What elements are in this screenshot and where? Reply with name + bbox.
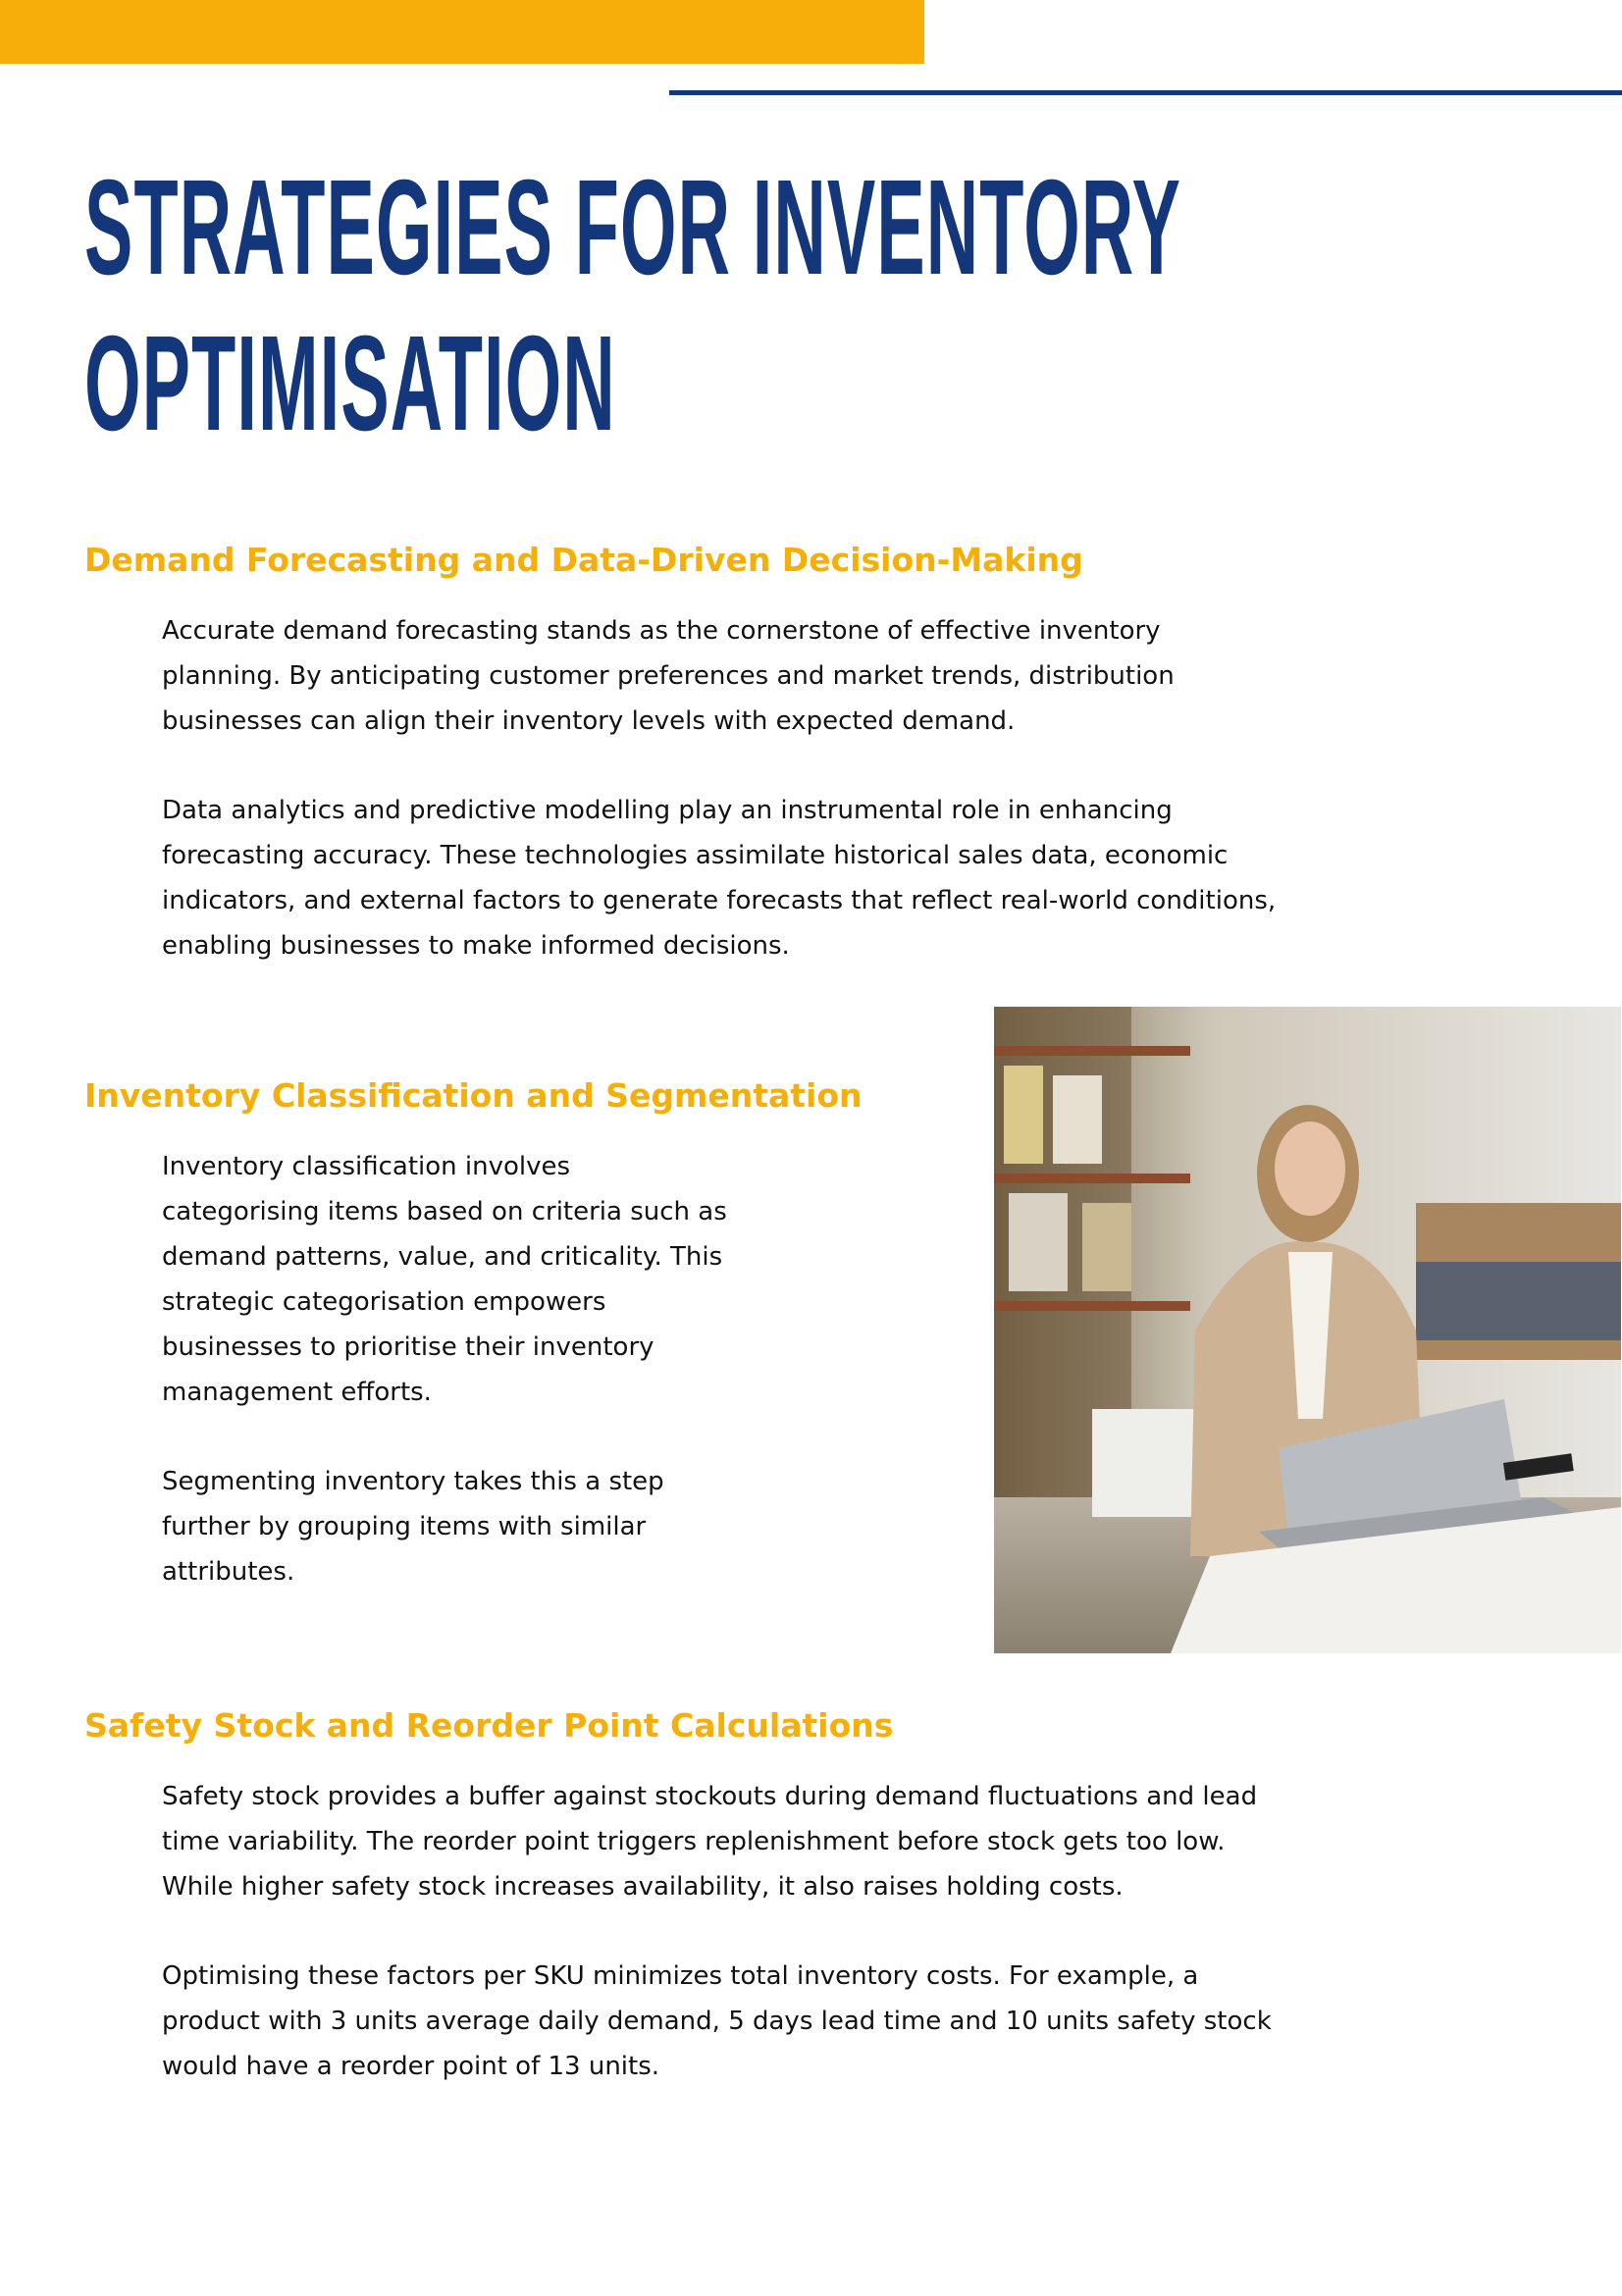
text-line: Data analytics and predictive modelling play an instrumental role in enhancing	[162, 796, 1173, 825]
page-title-line-1: STRATEGIES FOR INVENTORY	[84, 152, 1181, 303]
text-line: attributes.	[162, 1557, 295, 1587]
text-line: indicators, and external factors to generate forecasts that reflect real-world conditions,	[162, 886, 1277, 915]
text-line: strategic categorisation empowers	[162, 1287, 606, 1317]
paragraph	[162, 1144, 727, 1415]
text-line: Inventory classification involves	[162, 1152, 571, 1181]
text-line: Optimising these factors per SKU minimizes total inventory costs. For example, a	[162, 1961, 1199, 1991]
text-line: businesses to prioritise their inventory	[162, 1332, 654, 1362]
text-line: time variability. The reorder point triggers replenishment before stock gets too low.	[162, 1827, 1226, 1856]
paragraph	[162, 1954, 1272, 2089]
paragraph	[162, 788, 1276, 968]
text-line: Accurate demand forecasting stands as the cornerstone of effective inventory	[162, 616, 1161, 646]
warehouse-woman-laptop-photo	[994, 1007, 1621, 1653]
text-line: demand patterns, value, and criticality. This	[162, 1242, 723, 1272]
text-line: businesses can align their inventory levels with expected demand.	[162, 706, 1016, 736]
section-heading-safety-stock: Safety Stock and Reorder Point Calculations	[84, 1706, 894, 1745]
section-heading-inventory-classification: Inventory Classification and Segmentation	[84, 1076, 863, 1115]
text-line: Segmenting inventory takes this a step	[162, 1467, 664, 1496]
page-title-line-2: OPTIMISATION	[84, 308, 616, 459]
section-heading-demand-forecasting: Demand Forecasting and Data-Driven Decision-Making	[84, 541, 1083, 579]
text-line: categorising items based on criteria such as	[162, 1197, 727, 1226]
text-line: forecasting accuracy. These technologies assimilate historical sales data, economic	[162, 841, 1229, 870]
paragraph	[162, 1774, 1257, 1909]
text-line: enabling businesses to make informed decisions.	[162, 931, 790, 961]
text-line: Safety stock provides a buffer against stockouts during demand fluctuations and lead	[162, 1782, 1258, 1811]
text-line: further by grouping items with similar	[162, 1512, 647, 1541]
paragraph	[162, 608, 1175, 744]
paragraph	[162, 1459, 664, 1594]
text-line: While higher safety stock increases availability, it also raises holding costs.	[162, 1872, 1124, 1902]
header-divider-line	[669, 90, 1622, 95]
text-line: product with 3 units average daily demand, 5 days lead time and 10 units safety stock	[162, 2007, 1272, 2036]
header-accent-bar	[0, 0, 924, 64]
text-line: planning. By anticipating customer preferences and market trends, distribution	[162, 661, 1175, 691]
text-line: would have a reorder point of 13 units.	[162, 2052, 660, 2081]
text-line: management efforts.	[162, 1378, 432, 1407]
